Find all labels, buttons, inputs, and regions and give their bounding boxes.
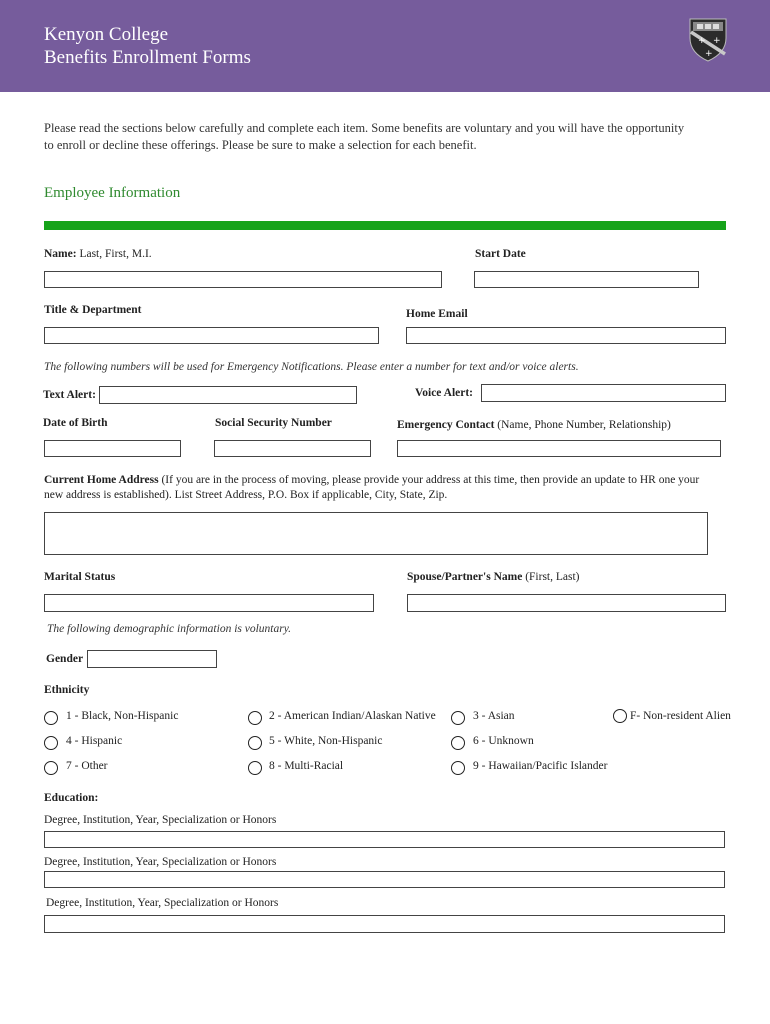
title-dept-field[interactable]	[44, 327, 379, 344]
ethnicity-option-label: 8 - Multi-Racial	[269, 760, 344, 772]
education-row-label: Degree, Institution, Year, Specialization or Honors	[44, 814, 277, 826]
education-field-3[interactable]	[44, 915, 725, 933]
ethnicity-radio-5[interactable]	[248, 736, 262, 750]
section-title: Employee Information	[44, 185, 181, 201]
ethnicity-radio-8[interactable]	[248, 761, 262, 775]
ethnicity-option-label: 7 - Other	[66, 760, 108, 772]
dob-label: Date of Birth	[43, 417, 108, 429]
emergency-contact-field[interactable]	[397, 440, 721, 457]
ethnicity-radio-9[interactable]	[451, 761, 465, 775]
form-header	[0, 0, 770, 92]
home-email-field[interactable]	[406, 327, 726, 344]
ethnicity-option-label: 9 - Hawaiian/Pacific Islander	[473, 760, 608, 772]
address-label: Current Home Address (If you are in the process of moving, please provide your address at this time, then provide an update to HR one your new address is established). List Street Address, P.O. Box if applicable, City, State, Zip.	[44, 474, 700, 501]
marital-status-label: Marital Status	[44, 571, 116, 583]
ethnicity-radio-3[interactable]	[451, 711, 465, 725]
name-field[interactable]	[44, 271, 442, 288]
ethnicity-option-label: F- Non-resident Alien	[630, 710, 731, 722]
ssn-field[interactable]	[214, 440, 371, 457]
ssn-label: Social Security Number	[215, 417, 332, 429]
ethnicity-radio-6[interactable]	[451, 736, 465, 750]
svg-text:+: +	[705, 49, 713, 59]
education-label: Education:	[44, 792, 99, 804]
ethnicity-option-label: 5 - White, Non-Hispanic	[269, 735, 383, 747]
emergency-contact-label: Emergency Contact (Name, Phone Number, Relationship)	[397, 419, 671, 431]
spouse-name-field[interactable]	[407, 594, 726, 612]
gender-label: Gender	[46, 653, 84, 665]
education-field-1[interactable]	[44, 831, 725, 848]
ethnicity-radio-2[interactable]	[248, 711, 262, 725]
start-date-label: Start Date	[475, 248, 526, 260]
ethnicity-option-label: 1 - Black, Non-Hispanic	[66, 710, 179, 722]
demographic-note: The following demographic information is voluntary.	[47, 623, 292, 635]
education-field-2[interactable]	[44, 871, 725, 888]
ethnicity-radio-f[interactable]	[613, 709, 627, 723]
spouse-name-label: Spouse/Partner's Name (First, Last)	[407, 571, 580, 583]
start-date-field[interactable]	[474, 271, 699, 288]
education-row-label: Degree, Institution, Year, Specialization or Honors	[44, 856, 277, 868]
svg-text:+: +	[713, 36, 721, 46]
address-field[interactable]	[44, 512, 708, 555]
home-email-label: Home Email	[406, 308, 468, 320]
college-name: Kenyon College	[44, 24, 169, 45]
voice-alert-field[interactable]	[481, 384, 726, 402]
marital-status-field[interactable]	[44, 594, 374, 612]
ethnicity-radio-1[interactable]	[44, 711, 58, 725]
ethnicity-label: Ethnicity	[44, 684, 90, 696]
intro-text: Please read the sections below carefully and complete each item. Some benefits are voluntary and you will have the opportunity to enroll or decline these offerings. Please be sure to make a selection for each benefit.	[44, 121, 685, 152]
ethnicity-option-label: 6 - Unknown	[473, 735, 534, 747]
dob-field[interactable]	[44, 440, 181, 457]
ethnicity-option-label: 3 - Asian	[473, 710, 515, 722]
college-crest-icon	[689, 18, 727, 62]
ethnicity-option-label: 2 - American Indian/Alaskan Native	[269, 710, 436, 722]
voice-alert-label: Voice Alert:	[415, 387, 474, 399]
ethnicity-radio-4[interactable]	[44, 736, 58, 750]
gender-field[interactable]	[87, 650, 217, 668]
svg-text:+: +	[698, 36, 706, 46]
emergency-note: The following numbers will be used for Emergency Notifications. Please enter a number for text and/or voice alerts.	[44, 361, 579, 373]
ethnicity-radio-7[interactable]	[44, 761, 58, 775]
education-row-label: Degree, Institution, Year, Specialization or Honors	[46, 897, 279, 909]
text-alert-label: Text Alert:	[43, 389, 96, 401]
ethnicity-option-label: 4 - Hispanic	[66, 735, 123, 747]
section-divider	[44, 221, 726, 230]
title-dept-label: Title & Department	[44, 304, 142, 316]
text-alert-field[interactable]	[99, 386, 357, 404]
name-label: Name: Last, First, M.I.	[44, 248, 152, 260]
form-title: Benefits Enrollment Forms	[44, 47, 251, 68]
